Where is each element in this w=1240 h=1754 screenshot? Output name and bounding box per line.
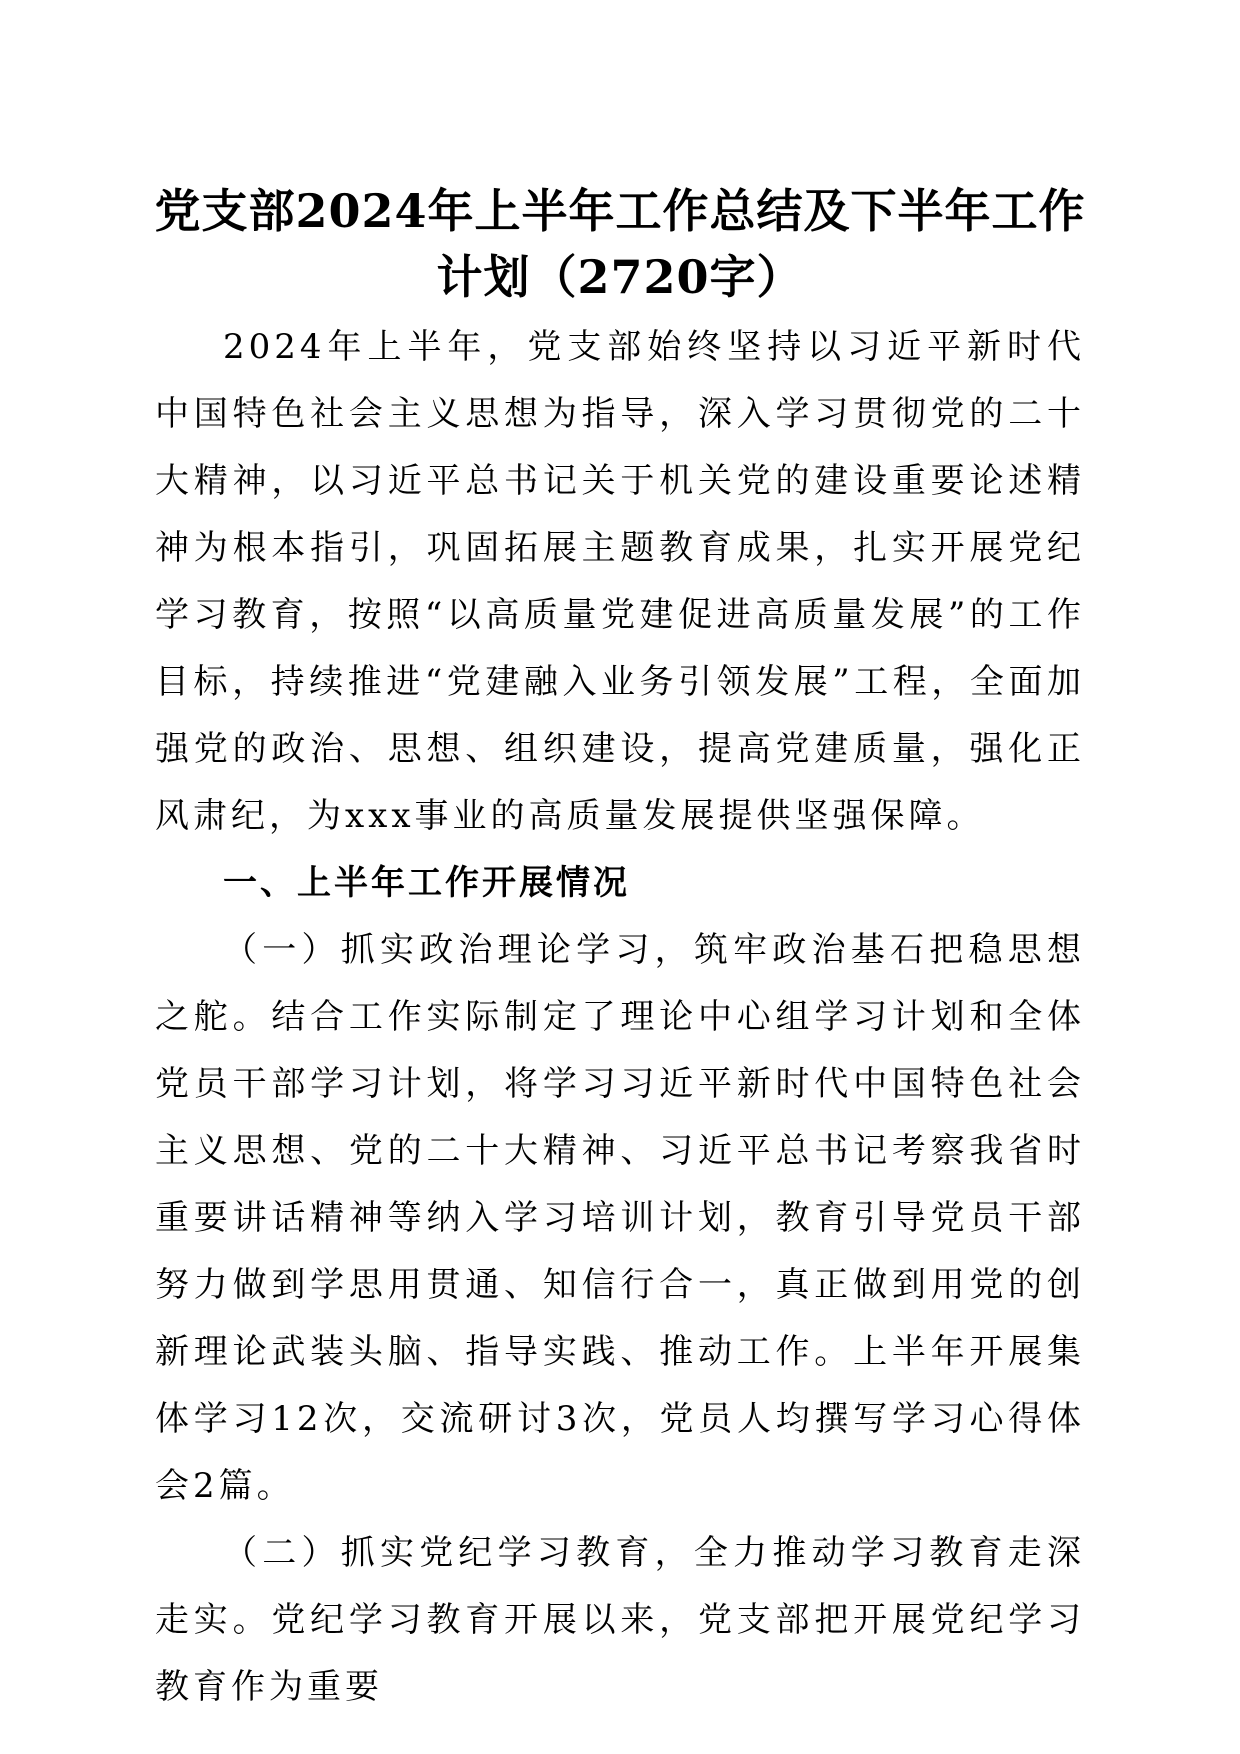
subsection-2-heading: （二）抓实党纪学习教育，全力推动学习教育走深走实。: [155, 1533, 1085, 1640]
subsection-2-paragraph: [155, 1520, 1085, 1721]
title-line-1: 党支部2024年上半年工作总结及下半年工作: [154, 184, 1086, 238]
subsection-1-paragraph: [155, 917, 1085, 1520]
section-heading: 一、上半年工作开展情况: [223, 863, 630, 903]
subsection-1-heading: （一）抓实政治理论学习，筑牢政治基石把稳思想之舵。: [155, 930, 1085, 1037]
intro-paragraph: 2024年上半年，党支部始终坚持以习近平新时代中国特色社会主义思想为指导，深入学习贯彻党的二十大精神，以习近平总书记关于机关党的建设重要论述精神为根本指引，巩固拓展主题教育成果，扎实开展党纪学习教育，按照“以高质量党建促进高质量发展”的工作目标，持续推进“党建融入业务引领发展”工程，全面加强党的政治、思想、组织建设，提高党建质量，强化正风肃纪，为xxx事业的高质量发展提供坚强保障。: [155, 327, 1085, 836]
document-body: [155, 314, 1085, 1721]
title-line-2: 计划（2720字）: [436, 250, 804, 304]
subsection-2-body: 党纪学习教育开展以来，党支部把开展党纪学习教育作为重要: [155, 1600, 1086, 1707]
subsection-1-body: 结合工作实际制定了理论中心组学习计划和全体党员干部学习计划，将学习习近平新时代中国特色社会主义思想、党的二十大精神、习近平总书记考察我省时重要讲话精神等纳入学习培训计划，教育引导党员干部努力做到学思用贯通、知信行合一，真正做到用党的创新理论武装头脑、指导实践、推动工作。上半年开展集体学习12次，交流研讨3次，党员人均撰写学习心得体会2篇。: [155, 997, 1086, 1506]
document-title: [150, 178, 1090, 310]
